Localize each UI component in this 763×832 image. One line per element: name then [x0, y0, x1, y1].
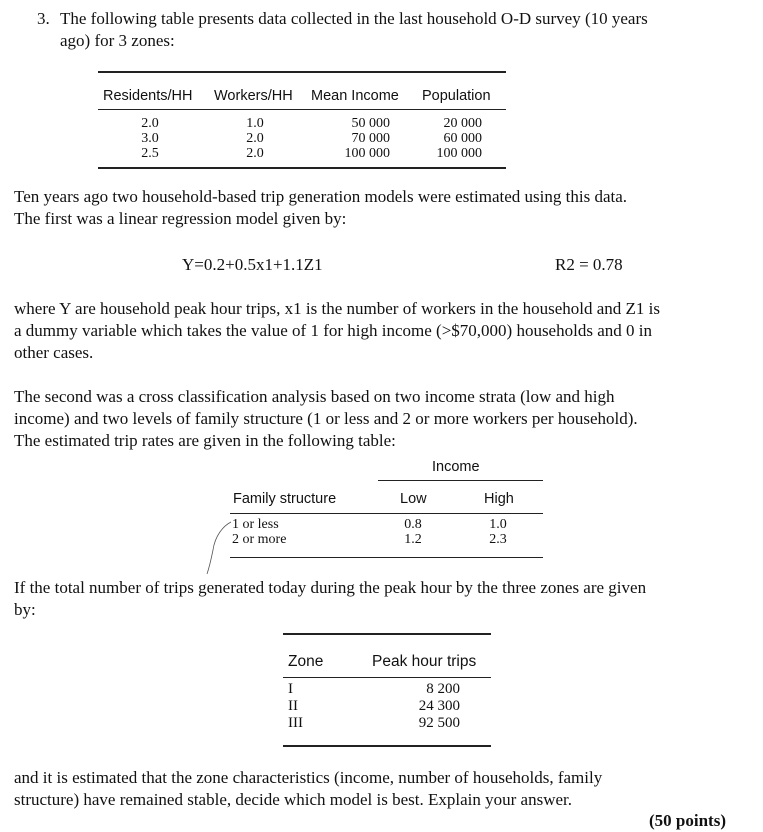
- header-residents: Residents/HH: [103, 88, 193, 104]
- question-intro-line1: The following table presents data collected in the last household O-D survey (10 years: [60, 9, 648, 28]
- para3-line2: income) and two levels of family structure (1 or less and 2 or more workers per household).: [14, 409, 638, 428]
- trips-header-rule: [283, 677, 491, 678]
- trips-cell: 8 200: [426, 681, 460, 697]
- question-number: 3.: [37, 9, 50, 28]
- zone-cell: II: [288, 698, 298, 714]
- high-column: [478, 517, 518, 547]
- table-bottom-rule: [98, 167, 506, 169]
- trips-bottom-rule: [283, 745, 491, 747]
- header-peak-hour-trips: Peak hour trips: [372, 653, 477, 670]
- trips-column: [396, 681, 460, 732]
- para1-line2: The first was a linear regression model given by:: [14, 209, 347, 228]
- table-cell: 2.0: [246, 146, 264, 161]
- table-cell: 60 000: [443, 131, 482, 146]
- table-cell: 50 000: [351, 116, 390, 131]
- para3-line3: The estimated trip rates are given in the following table:: [14, 431, 396, 450]
- question-intro-line2: ago) for 3 zones:: [60, 31, 175, 50]
- table-cell: 20 000: [443, 116, 482, 131]
- zone-cell: I: [288, 681, 293, 697]
- para5-line2: structure) have remained stable, decide which model is best. Explain your answer.: [14, 790, 572, 809]
- income-group-rule: [378, 480, 543, 481]
- column-workers: [235, 116, 275, 161]
- para1-line1: Ten years ago two household-based trip generation models were estimated using this data.: [14, 187, 628, 206]
- table-cell: 1.0: [246, 116, 264, 131]
- row-label: 1 or less: [232, 517, 279, 532]
- row-label: 2 or more: [232, 532, 287, 547]
- trips-top-rule: [283, 633, 491, 635]
- family-structure-column: [232, 517, 286, 547]
- header-high: High: [484, 491, 514, 507]
- points-label: (50 points): [649, 811, 726, 830]
- header-population: Population: [422, 88, 491, 104]
- zone-cell: III: [288, 715, 303, 731]
- table-cell: 100 000: [436, 146, 482, 161]
- column-income: [320, 116, 390, 161]
- para2-line3: other cases.: [14, 343, 94, 362]
- table-cell: 2.0: [246, 131, 264, 146]
- para2-line2: a dummy variable which takes the value of 1 for high income (>$70,000) households and 0 in: [14, 321, 652, 340]
- rate-cell: 1.0: [489, 517, 507, 532]
- trips-cell: 92 500: [418, 715, 460, 731]
- low-column: [393, 517, 433, 547]
- para3-line1: The second was a cross classification analysis based on two income strata (low and high: [14, 387, 615, 406]
- rate-cell: 0.8: [404, 517, 422, 532]
- table-cell: 70 000: [351, 131, 390, 146]
- para2-line1: where Y are household peak hour trips, x1 is the number of workers in the household and Z1 is: [14, 299, 661, 318]
- rate-header-rule: [230, 513, 543, 514]
- column-residents: [130, 116, 170, 161]
- r-squared: R2 = 0.78: [555, 255, 623, 274]
- para4-line1: If the total number of trips generated today during the peak hour by the three zones are given: [14, 578, 647, 597]
- header-low: Low: [400, 491, 427, 507]
- table-cell: 3.0: [141, 131, 159, 146]
- rate-cell: 2.3: [489, 532, 507, 547]
- pen-mark-decoration: [205, 518, 233, 576]
- table-cell: 2.5: [141, 146, 159, 161]
- trips-cell: 24 300: [418, 698, 460, 714]
- header-zone: Zone: [288, 653, 324, 670]
- header-mean-income: Mean Income: [311, 88, 399, 104]
- zone-column: [288, 681, 303, 732]
- rate-cell: 1.2: [404, 532, 422, 547]
- table-cell: 2.0: [141, 116, 159, 131]
- table-header-rule: [98, 109, 506, 110]
- header-family-structure: Family structure: [233, 491, 337, 507]
- header-income-group: Income: [432, 459, 480, 475]
- para5-line1: and it is estimated that the zone characteristics (income, number of households, family: [14, 768, 603, 787]
- regression-equation: Y=0.2+0.5x1+1.1Z1: [182, 255, 323, 274]
- rate-bottom-rule: [230, 557, 543, 558]
- para4-line2: by:: [14, 600, 36, 619]
- table-cell: 100 000: [344, 146, 390, 161]
- table-top-rule: [98, 71, 506, 73]
- column-population: [412, 116, 482, 161]
- header-workers: Workers/HH: [214, 88, 293, 104]
